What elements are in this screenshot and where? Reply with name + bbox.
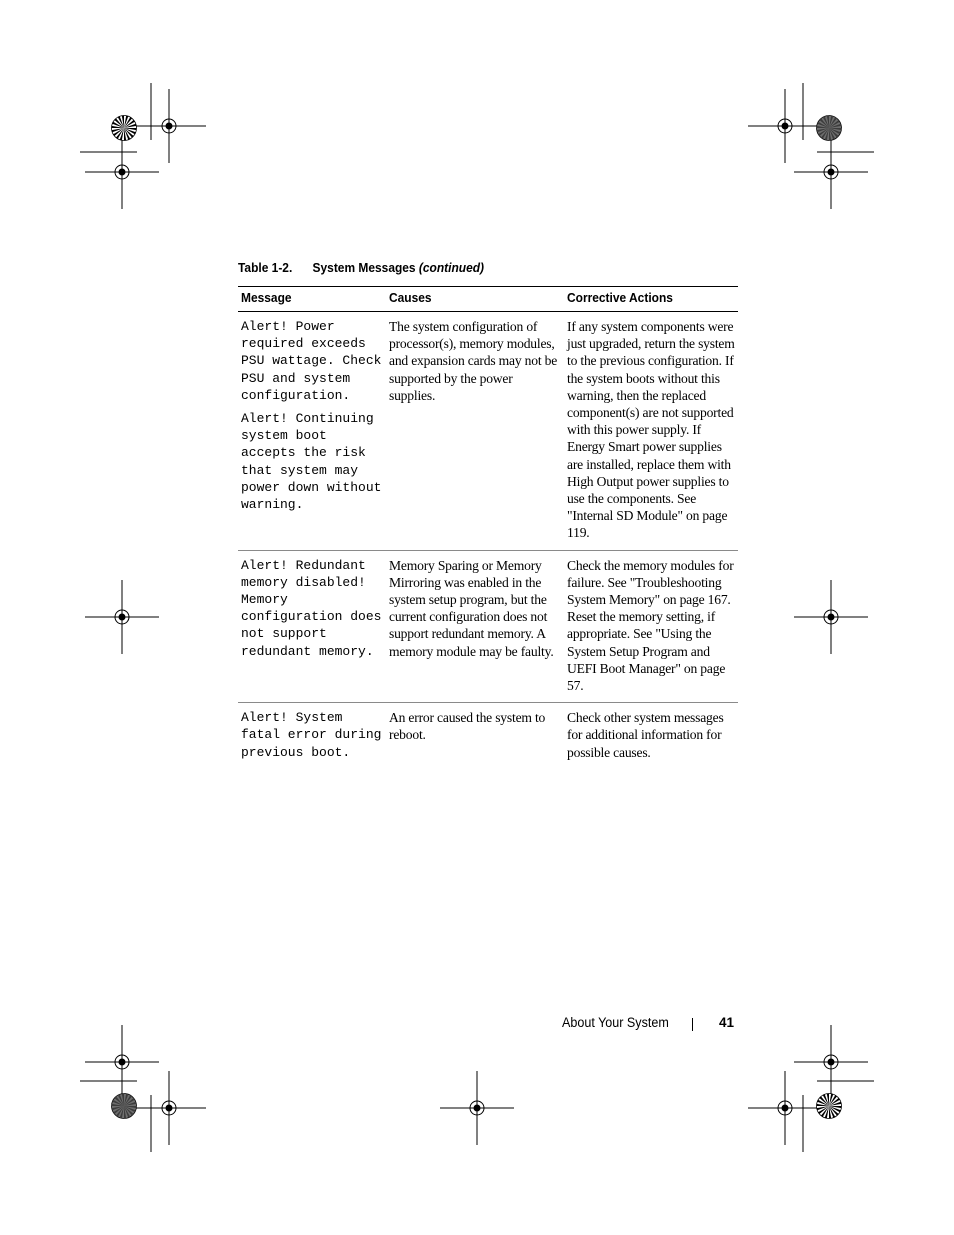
message-text: Alert! Redundant memory disabled! Memory configuration does not support redundant memory.	[241, 557, 382, 659]
header-corrective-actions: Corrective Actions	[564, 287, 738, 312]
registration-target-mark	[794, 135, 868, 209]
registration-target-mark	[748, 1071, 822, 1145]
registration-starburst-mark	[112, 116, 137, 141]
system-messages-table	[238, 286, 738, 769]
registration-target-mark	[440, 1071, 514, 1145]
causes-cell: The system configuration of processor(s), memory modules, and expansion cards may not be supported by the power supplies.	[386, 312, 564, 551]
registration-target-mark	[132, 89, 206, 163]
message-text: Alert! Power required exceeds PSU wattage. Check PSU and system configuration.	[241, 319, 382, 403]
header-message: Message	[238, 287, 386, 312]
table-row	[238, 703, 738, 769]
message-cell	[238, 550, 386, 703]
corrective-actions-cell: Check other system messages for additional information for possible causes.	[567, 710, 724, 760]
message-cell	[238, 312, 386, 551]
message-text: Alert! System fatal error during previous boot.	[241, 710, 382, 760]
message-text: Alert! Continuing system boot accepts the risk that system may power down without warning.	[241, 411, 382, 513]
table-row	[238, 550, 738, 703]
registration-target-mark	[794, 580, 868, 654]
table-row	[238, 312, 738, 551]
table-header-row	[238, 287, 738, 312]
message-cell	[238, 703, 386, 769]
causes-cell: Memory Sparing or Memory Mirroring was enabled in the system setup program, but the current configuration does not support redundant memory. A memory module may be faulty.	[386, 550, 564, 703]
table-caption	[238, 260, 484, 275]
registration-target-mark	[85, 580, 159, 654]
registration-target-mark	[85, 135, 159, 209]
corrective-actions-cell: Check the memory modules for failure. See "Troubleshooting System Memory" on page 167. Reset the memory setting, if appropriate. See "Using the System Setup Program and UEFI Boot Manager" on page 57.	[564, 550, 738, 703]
table-caption-label: Table 1-2.	[238, 260, 293, 275]
registration-target-mark	[85, 1025, 159, 1099]
registration-starburst-mark	[817, 1094, 842, 1119]
table-caption-suffix: (continued)	[418, 260, 485, 275]
table-caption-title: System Messages	[312, 260, 416, 275]
header-causes: Causes	[386, 287, 564, 312]
footer-section-title: About Your System	[562, 1015, 669, 1030]
page-number: 41	[719, 1015, 735, 1030]
causes-cell: An error caused the system to reboot.	[389, 710, 546, 743]
registration-target-mark	[132, 1071, 206, 1145]
registration-target-mark	[794, 1025, 868, 1099]
registration-starburst-mark	[112, 1094, 137, 1119]
registration-target-mark	[748, 89, 822, 163]
corrective-actions-cell: If any system components were just upgraded, return the system to the previous configuration. If the system boots without this warning, then the replaced component(s) are not supported with this power supply. If Energy Smart power supplies are installed, replace them with High Output power supplies to use the components. See "Internal SD Module" on page 119.	[564, 312, 738, 551]
footer-separator	[692, 1018, 693, 1031]
registration-starburst-mark	[817, 116, 842, 141]
